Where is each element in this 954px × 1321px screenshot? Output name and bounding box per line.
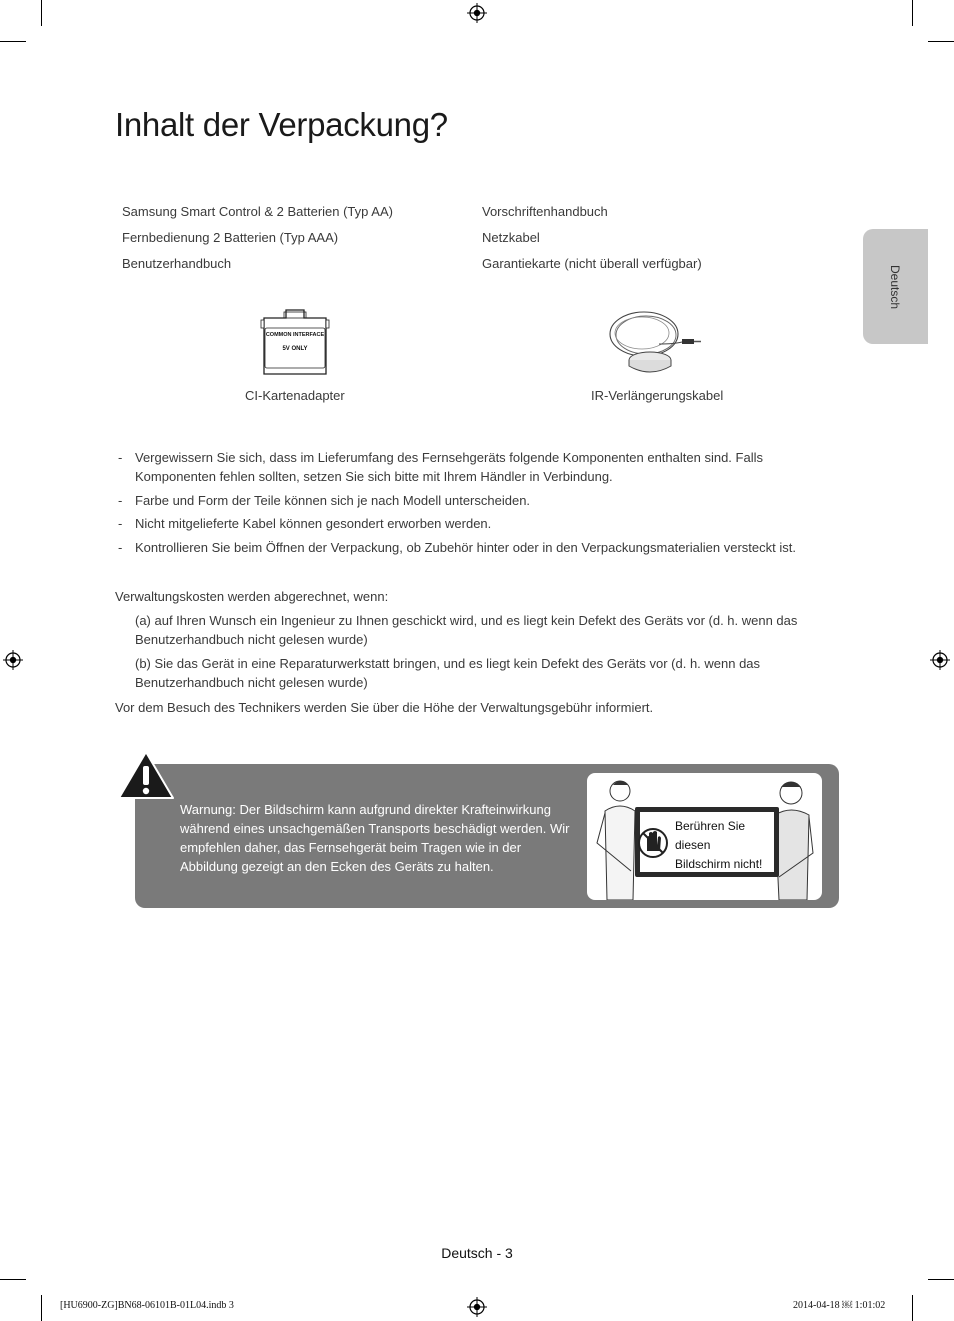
no-touch-hand-icon <box>639 829 667 857</box>
warning-body: : Der Bildschirm kann aufgrund direkter Krafteinwirkung während eines unsachgemäßen Transports beschädigt werden. Wir empfehlen daher, das Fernsehgerät beim Tragen wie in der Abbildung gezeigt an den Ecken des Geräts zu halten. <box>180 802 570 874</box>
note-item: - Vergewissern Sie sich, dass im Lieferumfang des Fernsehgeräts folgende Komponenten enthalten sind. Falls Komponenten fehlen sollten, setzen Sie sich bitte mit Ihrem Händler in Verbindung. <box>118 448 818 486</box>
contents-item: Samsung Smart Control & 2 Batterien (Typ AA) <box>122 204 393 219</box>
registration-mark-icon <box>467 3 487 23</box>
print-slug-right: 2014-04-18 ￼ 1:01:02 <box>793 1300 886 1311</box>
registration-mark-icon <box>3 650 23 670</box>
crop-mark <box>912 0 913 26</box>
note-text: Nicht mitgelieferte Kabel können gesondert erworben werden. <box>135 516 492 531</box>
crop-mark <box>912 1295 913 1321</box>
admin-costs-item-a: (a) auf Ihren Wunsch ein Ingenieur zu Ihnen geschickt wird, und es liegt kein Defekt des Geräts vor (d. h. wenn das Benutzerhandbuch nicht gelesen wurde) <box>135 613 798 647</box>
tv-carrying-illustration <box>587 773 822 900</box>
crop-mark <box>41 0 42 26</box>
note-text: Farbe und Form der Teile können sich je nach Modell unterscheiden. <box>135 493 531 508</box>
print-slug-left: [HU6900-ZG]BN68-06101B-01L04.indb 3 <box>60 1300 234 1311</box>
note-item: - Nicht mitgelieferte Kabel können gesondert erworben werden. <box>118 514 818 533</box>
note-text: Kontrollieren Sie beim Öffnen der Verpackung, ob Zubehör hinter oder in den Verpackungsmaterialien versteckt ist. <box>135 540 796 555</box>
contents-item: Vorschriftenhandbuch <box>482 204 608 219</box>
warning-text <box>180 800 570 876</box>
page-title: Inhalt der Verpackung? <box>115 106 448 143</box>
page-number-footer: Deutsch - 3 <box>441 1245 513 1261</box>
crop-mark <box>41 1295 42 1321</box>
ci-card-adapter-image <box>258 308 332 376</box>
crop-mark <box>0 41 26 42</box>
note-item: - Farbe und Form der Teile können sich je nach Modell unterscheiden. <box>118 491 818 510</box>
ir-cable-caption: IR-Verlängerungskabel <box>591 388 724 403</box>
registration-mark-icon <box>467 1297 487 1317</box>
ci-adapter-label-1: COMMON INTERFACE <box>265 332 325 338</box>
ci-adapter-label-2: 5V ONLY <box>282 346 308 352</box>
note-text: Vergewissern Sie sich, dass im Lieferumfang des Fernsehgeräts folgende Komponenten enthalten sind. Falls Komponenten fehlen sollten, setzen Sie sich bitte mit Ihrem Händler in Verbindung. <box>135 450 763 484</box>
side-tab-label: Deutsch <box>888 264 902 310</box>
contents-item: Fernbedienung 2 Batterien (Typ AAA) <box>122 230 339 245</box>
warning-triangle-icon <box>117 750 175 800</box>
note-item: - Kontrollieren Sie beim Öffnen der Verpackung, ob Zubehör hinter oder in den Verpackungsmaterialien versteckt ist. <box>118 538 838 557</box>
contents-item: Benutzerhandbuch <box>122 256 232 271</box>
admin-costs-intro: Verwaltungskosten werden abgerechnet, wenn: <box>115 589 389 604</box>
language-side-tab <box>863 229 928 344</box>
illustration-text-2: diesen <box>675 838 711 852</box>
crop-mark <box>928 1279 954 1280</box>
crop-mark <box>928 41 954 42</box>
warning-label: Warnung <box>180 802 233 817</box>
ci-adapter-caption: CI-Kartenadapter <box>245 388 345 403</box>
registration-mark-icon <box>930 650 950 670</box>
ir-extension-cable-image <box>604 304 704 380</box>
contents-item: Garantiekarte (nicht überall verfügbar) <box>482 256 702 271</box>
admin-costs-outro: Vor dem Besuch des Technikers werden Sie über die Höhe der Verwaltungsgebühr informiert. <box>115 700 654 715</box>
contents-item: Netzkabel <box>482 230 540 245</box>
crop-mark <box>0 1279 26 1280</box>
illustration-text-3: Bildschirm nicht! <box>675 857 763 871</box>
illustration-text-1: Berühren Sie <box>675 819 746 833</box>
admin-costs-item-b: (b) Sie das Gerät in eine Reparaturwerkstatt bringen, und es liegt kein Defekt des Geräts vor (d. h. wenn das Benutzerhandbuch nicht gelesen wurde) <box>135 656 761 690</box>
